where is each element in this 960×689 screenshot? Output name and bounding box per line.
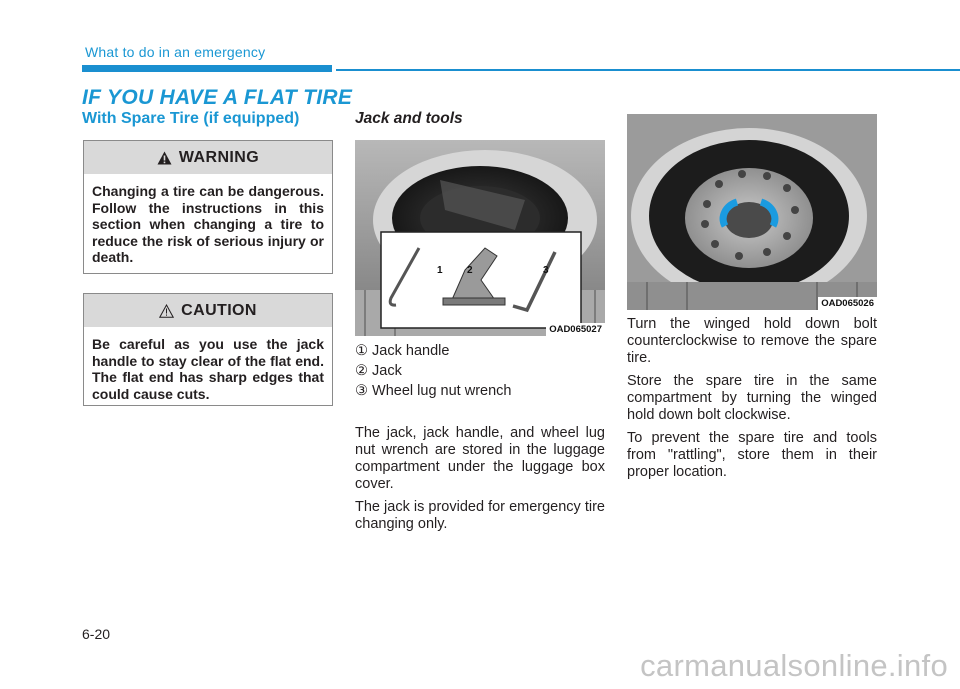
jack-tools-list <box>355 341 605 401</box>
list-item <box>355 341 605 361</box>
spare-tire-text <box>627 316 877 487</box>
caution-header <box>84 294 332 327</box>
item-label: Wheel lug nut wrench <box>372 383 512 399</box>
paragraph: Store the spare tire in the same compartment by turning the winged hold down bolt clockwise. <box>627 373 877 423</box>
paragraph: To prevent the spare tire and tools from "rattling", store them in their proper location. <box>627 430 877 480</box>
item-marker: ③ <box>355 383 368 399</box>
spare-tire-figure <box>627 114 877 310</box>
paragraph: The jack, jack handle, and wheel lug nut wrench are stored in the luggage compartment under the luggage box cover. <box>355 425 605 492</box>
item-marker: ① <box>355 343 368 359</box>
warning-box <box>83 140 333 274</box>
subsection-title: With Spare Tire (if equipped) <box>82 110 300 127</box>
jack-tools-heading: Jack and tools <box>355 110 463 127</box>
watermark: carmanualsonline.info <box>640 648 948 683</box>
page-number: 6-20 <box>82 626 111 642</box>
caution-title: CAUTION <box>181 301 257 319</box>
caution-text: Be careful as you use the jack handle to stay clear of the flat end. The flat end has sharp edges that could cause cuts. <box>92 336 324 402</box>
header-accent-bar <box>82 65 332 72</box>
warning-text: Changing a tire can be dangerous. Follow the instructions in this section when changing a tire to reduce the risk of serious injury or death. <box>92 183 324 265</box>
item-label: Jack <box>372 363 402 379</box>
callout-3: 3 <box>543 265 549 276</box>
caution-triangle-icon <box>159 304 174 318</box>
item-label: Jack handle <box>372 343 450 359</box>
jack-tools-text <box>355 425 605 539</box>
figure-code: OAD065027 <box>546 323 605 336</box>
header-rule <box>336 69 960 71</box>
list-item <box>355 361 605 381</box>
chapter-label: What to do in an emergency <box>85 44 266 60</box>
figure-code: OAD065026 <box>818 297 877 310</box>
warning-triangle-icon <box>157 151 172 165</box>
luggage-compartment-image <box>355 140 605 336</box>
jack-tools-figure <box>355 140 605 336</box>
warning-header <box>84 141 332 174</box>
item-marker: ② <box>355 363 368 379</box>
list-item <box>355 381 605 401</box>
section-title: IF YOU HAVE A FLAT TIRE <box>82 86 353 109</box>
spare-tire-image <box>627 114 877 310</box>
callout-2: 2 <box>467 265 473 276</box>
caution-box <box>83 293 333 406</box>
paragraph: The jack is provided for emergency tire changing only. <box>355 499 605 532</box>
warning-title: WARNING <box>178 148 260 166</box>
callout-1: 1 <box>437 265 443 276</box>
paragraph: Turn the winged hold down bolt counterclockwise to remove the spare tire. <box>627 316 877 366</box>
